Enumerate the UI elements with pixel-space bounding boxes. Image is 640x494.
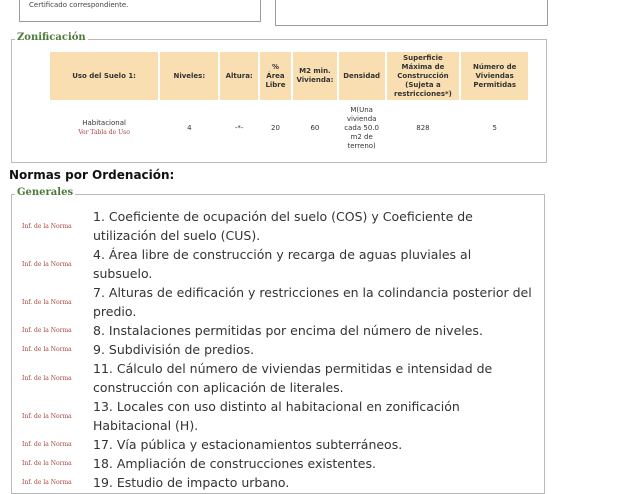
inf-norma-link[interactable]: Inf. de la Norma <box>22 412 72 420</box>
cell-superficie: 828 <box>416 123 430 132</box>
cell-m2-min: 60 <box>310 123 320 132</box>
cell-niveles: 4 <box>187 123 192 132</box>
inf-norma-link[interactable]: Inf. de la Norma <box>22 222 72 230</box>
norma-text: 4. Área libre de construcción y recarga de aguas pluviales al subsuelo. <box>93 247 472 281</box>
cell-altura: -*- <box>234 123 244 132</box>
zonificacion-table <box>48 52 530 156</box>
norma-row <box>12 245 546 283</box>
inf-norma-link[interactable]: Inf. de la Norma <box>22 298 72 306</box>
norma-row <box>12 283 546 321</box>
inf-norma-link[interactable]: Inf. de la Norma <box>22 327 72 334</box>
norma-text: 11. Cálculo del número de viviendas permitidas e intensidad de construcción con aplicación de literales. <box>93 361 493 395</box>
generales-fieldset <box>11 187 545 494</box>
inf-norma-link[interactable]: Inf. de la Norma <box>22 374 72 382</box>
norma-row <box>12 473 546 492</box>
norma-row <box>12 435 546 454</box>
norma-text: 18. Ampliación de construcciones existentes. <box>93 456 376 471</box>
uso-value: Habitacional <box>82 119 126 127</box>
cell-area-libre: 20 <box>271 123 280 132</box>
header-niveles: Niveles: <box>160 52 218 100</box>
zonificacion-data-row <box>50 100 528 156</box>
header-superficie: Superficie Máxima de Construcción (Sujeta a restricciones*) <box>387 52 460 100</box>
header-m2-min: M2 min. Vivienda: <box>293 52 337 100</box>
norma-text: 7. Alturas de edificación y restricciones en la colindancia posterior del predio. <box>93 285 532 319</box>
certificate-note-box <box>19 0 261 22</box>
ver-tabla-uso-link[interactable]: Ver Tabla de Uso <box>78 129 130 136</box>
norma-text: 13. Locales con uso distinto al habitacional en zonificación Habitacional (H). <box>93 399 460 433</box>
norma-row <box>12 321 546 340</box>
header-densidad: Densidad <box>339 52 385 100</box>
cell-viviendas: 5 <box>492 123 497 132</box>
norma-text: 19. Estudio de impacto urbano. <box>93 475 290 490</box>
inf-norma-link[interactable]: Inf. de la Norma <box>22 479 72 486</box>
certificate-note-text: Certificado correspondiente. <box>29 1 129 9</box>
cell-uso <box>50 100 158 156</box>
inf-norma-link[interactable]: Inf. de la Norma <box>22 460 72 467</box>
inf-norma-link[interactable]: Inf. de la Norma <box>22 346 72 353</box>
zonificacion-fieldset <box>11 32 547 163</box>
norma-text: 8. Instalaciones permitidas por encima del número de niveles. <box>93 323 483 338</box>
header-viviendas: Número de Viviendas Permitidas <box>461 52 528 100</box>
norma-row <box>12 397 546 435</box>
inf-norma-link[interactable]: Inf. de la Norma <box>22 260 72 268</box>
generales-legend: Generales <box>17 187 74 198</box>
norma-row <box>12 359 546 397</box>
zonificacion-legend: Zonificación <box>17 32 86 43</box>
cell-densidad: M(Una vivienda cada 50.0 m2 de terreno) <box>344 105 379 150</box>
normas-list <box>12 207 546 492</box>
norma-row <box>12 207 546 245</box>
header-area-libre: % Área Libre <box>260 52 291 100</box>
inf-norma-link[interactable]: Inf. de la Norma <box>22 441 72 448</box>
header-uso-suelo: Uso del Suelo 1: <box>50 52 158 100</box>
norma-text: 1. Coeficiente de ocupación del suelo (COS) y Coeficiente de utilización del suelo (CUS). <box>93 209 473 243</box>
norma-text: 17. Vía pública y estacionamientos subterráneos. <box>93 437 403 452</box>
normas-title: Normas por Ordenación: <box>9 168 175 182</box>
zonificacion-header-row <box>50 52 528 100</box>
top-right-box <box>275 0 548 26</box>
norma-text: 9. Subdivisión de predios. <box>93 342 255 357</box>
norma-row <box>12 340 546 359</box>
norma-row <box>12 454 546 473</box>
header-altura: Altura: <box>220 52 257 100</box>
